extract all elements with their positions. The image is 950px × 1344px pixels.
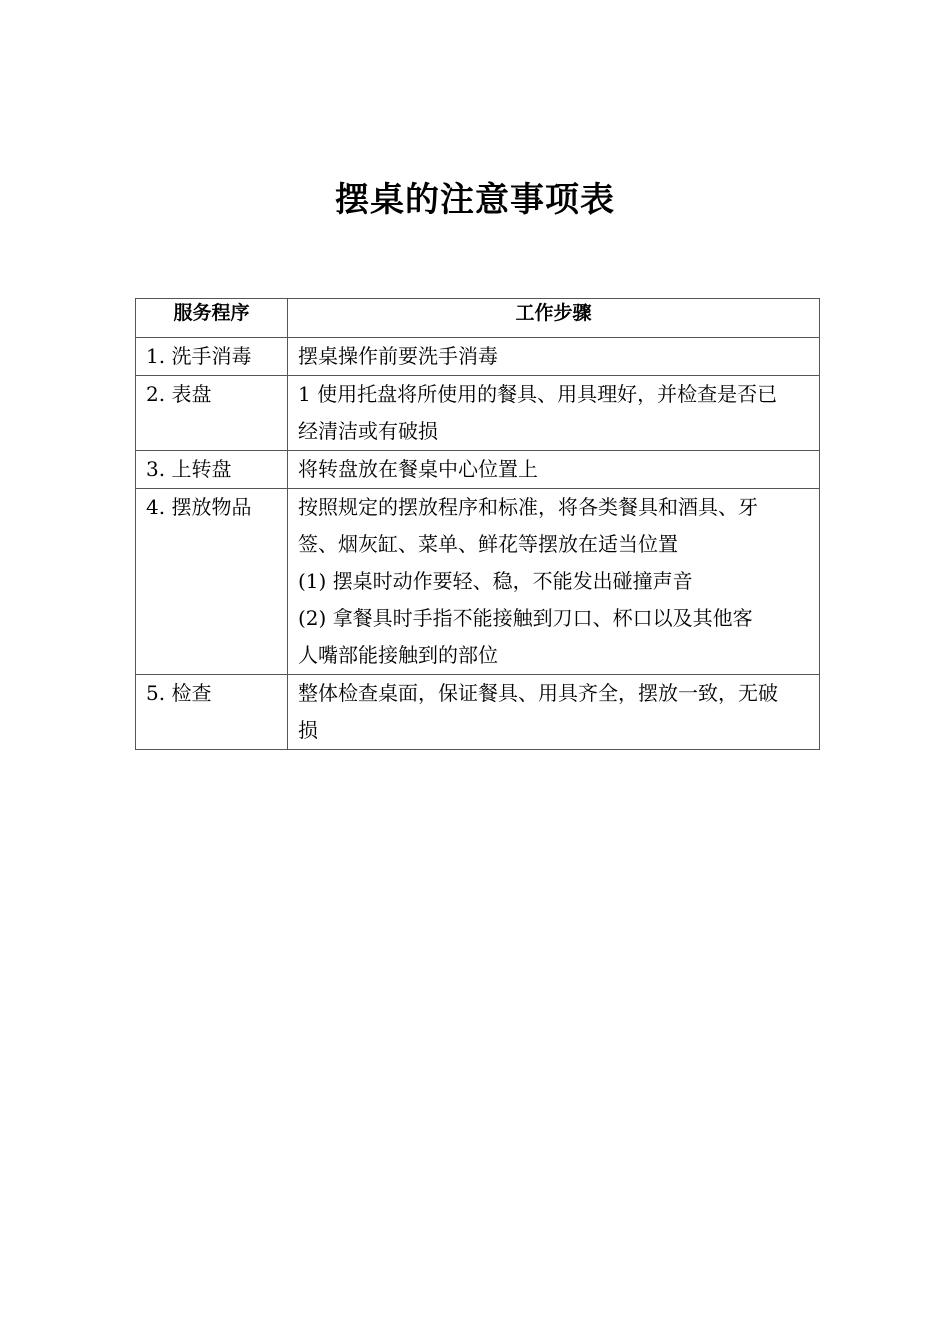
step-line: 1 使用托盘将所使用的餐具、用具理好，并检查是否已 bbox=[298, 382, 778, 406]
procedure-name: 4. 摆放物品 bbox=[136, 489, 288, 675]
procedure-table bbox=[135, 298, 820, 750]
procedure-name: 2. 表盘 bbox=[136, 376, 288, 451]
table-row bbox=[136, 675, 820, 750]
procedure-name: 3. 上转盘 bbox=[136, 451, 288, 489]
step-line: 损 bbox=[298, 718, 318, 742]
step-line: 将转盘放在餐桌中心位置上 bbox=[298, 457, 538, 481]
page-title: 摆桌的注意事项表 bbox=[335, 180, 615, 220]
column-header-procedure: 服务程序 bbox=[136, 299, 288, 338]
table-header-row bbox=[136, 299, 820, 338]
procedure-name: 5. 检查 bbox=[136, 675, 288, 750]
table-row bbox=[136, 376, 820, 451]
column-header-steps: 工作步骤 bbox=[288, 299, 820, 338]
procedure-steps bbox=[288, 489, 820, 675]
step-line: 签、烟灰缸、菜单、鲜花等摆放在适当位置 bbox=[298, 532, 678, 556]
table-row bbox=[136, 489, 820, 675]
step-line: 摆桌操作前要洗手消毒 bbox=[298, 344, 498, 368]
procedure-steps bbox=[288, 675, 820, 750]
step-line: 整体检查桌面，保证餐具、用具齐全，摆放一致，无破 bbox=[298, 681, 778, 705]
step-line: 人嘴部能接触到的部位 bbox=[298, 643, 498, 667]
step-line: 按照规定的摆放程序和标准，将各类餐具和酒具、牙 bbox=[298, 495, 758, 519]
table-row bbox=[136, 451, 820, 489]
step-line: (1) 摆桌时动作要轻、稳，不能发出碰撞声音 bbox=[298, 569, 693, 593]
procedure-steps bbox=[288, 451, 820, 489]
table-row bbox=[136, 338, 820, 376]
procedure-name: 1. 洗手消毒 bbox=[136, 338, 288, 376]
procedure-steps bbox=[288, 338, 820, 376]
step-line: (2) 拿餐具时手指不能接触到刀口、杯口以及其他客 bbox=[298, 606, 753, 630]
step-line: 经清洁或有破损 bbox=[298, 419, 438, 443]
procedure-steps bbox=[288, 376, 820, 451]
